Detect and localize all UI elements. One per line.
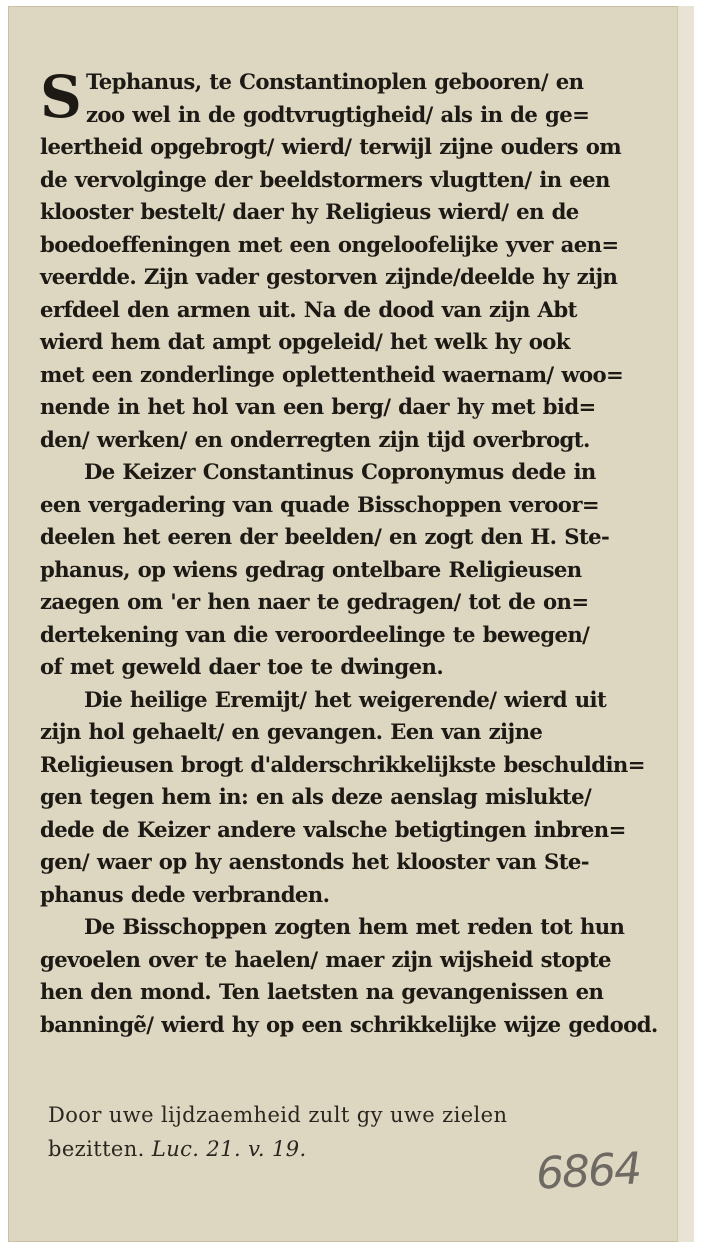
text-line: banningẽ/ wierd hy op een schrikkelijke wijze gedood. [40,1011,658,1037]
closing-line: Door uwe lijdzaemheid zult gy uwe zielen [48,1103,508,1127]
text-line: Religieusen brogt d'alderschrikkelijkste beschuldin= [40,751,645,777]
scripture-reference: Luc. 21. v. 19. [151,1137,307,1161]
handwritten-inventory-number: 6864 [534,1143,642,1200]
text-line: phanus dede verbranden. [40,881,330,907]
drop-cap: S [40,63,82,131]
text-line: klooster bestelt/ daer hy Religieus wierd/ en de [40,199,579,224]
text-line: gen/ waer op hy aenstonds het klooster van Ste- [40,849,589,874]
body-text [40,63,680,1041]
text-line: erfdeel den armen uit. Na de dood van zijn Abt [40,296,577,322]
text-line: leertheid opgebrogt/ wierd/ terwijl zijne ouders om [40,134,622,159]
text-line: of met geweld daer toe te dwingen. [40,654,444,679]
text-line: dede de Keizer andere valsche betigtingen inbren= [40,816,626,842]
text-line: zijn hol gehaelt/ en gevangen. Een van zijne [40,719,543,744]
text-line: nende in het hol van een berg/ daer hy met bid= [40,394,596,419]
text-line: wierd hem dat ampt opgeleid/ het welk hy ook [40,329,570,354]
text-line: veerdde. Zijn vader gestorven zijnde/deelde hy zijn [40,264,618,289]
text-line: hen den mond. Ten laetsten na gevangenissen en [40,979,604,1004]
text-line: den/ werken/ en onderregten zijn tijd overbrogt. [40,426,590,452]
text-line: een vergadering van quade Bisschoppen veroor= [40,491,600,517]
text-line: gen tegen hem in: en als deze aenslag mislukte/ [40,784,592,809]
text-line: De Keizer Constantinus Copronymus dede in [84,459,596,484]
text-line: de vervolginge der beeldstormers vlugtten/ in een [40,166,610,192]
text-line: zoo wel in de godtvrugtigheid/ als in de ge= [86,101,590,127]
text-line: boedoeffeningen met een ongeloofelijke yver aen= [40,231,619,257]
printed-sheet [8,6,694,1242]
text-line: zaegen om 'er hen naer te gedragen/ tot de on= [40,589,589,614]
text-line: De Bisschoppen zogten hem met reden tot hun [84,914,625,939]
text-line: deelen het eeren der beelden/ en zogt den H. Ste- [40,524,610,549]
text-line: met een zonderlinge oplettentheid waernam/ woo= [40,361,624,387]
closing-text: bezitten. [48,1137,145,1161]
text-line: phanus, op wiens gedrag ontelbare Religieusen [40,556,582,582]
text-line: dertekening van die veroordeelinge te bewegen/ [40,621,590,647]
text-line: gevoelen over te haelen/ maer zijn wijsheid stopte [40,946,611,972]
text-line: Die heilige Eremijt/ het weigerende/ wierd uit [84,686,607,712]
text-line: S Tephanus, te Constantinoplen gebooren/ en [40,63,584,131]
